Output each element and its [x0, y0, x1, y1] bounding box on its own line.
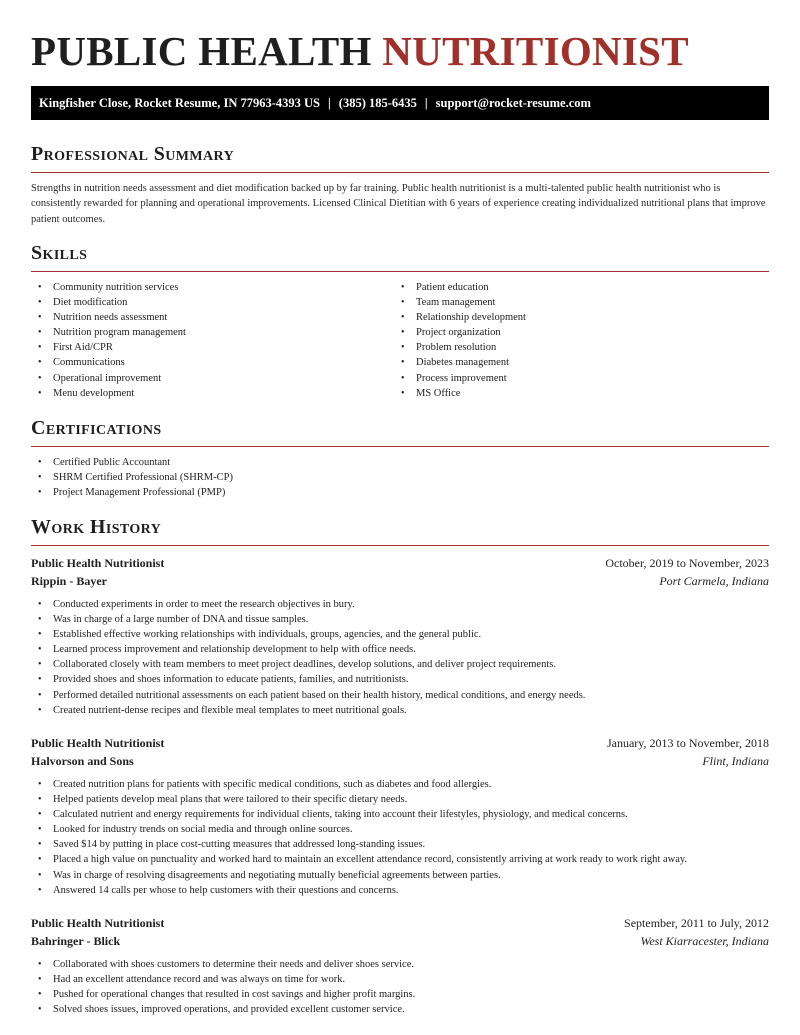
section-divider	[31, 271, 769, 272]
job-title: Public Health Nutritionist	[31, 556, 165, 570]
job-location: West Kiarracester, Indiana	[640, 934, 769, 948]
section-divider	[31, 545, 769, 546]
summary-heading: Professional Summary	[31, 143, 235, 165]
job-bullet: • Placed a high value on punctuality and worked hard to maintain an excellent attendance record, consistently arriving at work ready to work right away.	[31, 852, 769, 867]
job-bullets	[31, 777, 769, 898]
job-location: Port Carmela, Indiana	[659, 574, 769, 588]
job-bullets	[31, 957, 769, 1017]
certifications-list	[31, 455, 731, 500]
section-divider	[31, 446, 769, 447]
job-dates: January, 2013 to November, 2018	[606, 736, 769, 750]
job-bullet: • Looked for industry trends on social media and through online sources.	[31, 822, 769, 837]
job-bullet: • Solved shoes issues, improved operations, and provided excellent customer service.	[31, 1002, 769, 1017]
contact-phone: (385) 185-6435	[338, 95, 417, 110]
work-history-heading: Work History	[31, 516, 162, 538]
title-part-1: PUBLIC HEALTH	[31, 28, 372, 74]
skill-item: • Process improvement	[394, 371, 754, 386]
summary-text: Strengths in nutrition needs assessment and diet modification backed up by far training. Public health nutritionist is a multi-talented public health nutritionist who is consistently rewarded for planning and operational improvements. Licensed Clinical Dietitian with 6 years of experience creating individualized nutritional plans that improve patient outcomes.	[31, 183, 766, 225]
contact-address: Kingfisher Close, Rocket Resume, IN 77963-4393 US	[39, 95, 321, 110]
skill-item: • Community nutrition services	[31, 280, 391, 295]
contact-email: support@rocket-resume.com	[435, 95, 591, 110]
job-bullets	[31, 597, 769, 718]
job-title: Public Health Nutritionist	[31, 736, 165, 750]
job-bullet: • Established effective working relationships with individuals, groups, agencies, and the general public.	[31, 627, 769, 642]
resume-title	[31, 28, 689, 74]
skill-item: • First Aid/CPR	[31, 340, 391, 355]
skill-item: • Menu development	[31, 386, 391, 401]
job-bullet: • Learned process improvement and relationship development to help with office needs.	[31, 642, 769, 657]
contact-separator: |	[424, 95, 428, 110]
certification-item: • SHRM Certified Professional (SHRM-CP)	[31, 470, 731, 485]
skills-list-right	[394, 280, 754, 401]
job-bullet: • Pushed for operational changes that resulted in cost savings and higher profit margins.	[31, 987, 769, 1002]
job-bullet: • Provided shoes and shoes information to educate patients, families, and nutritionists.	[31, 672, 769, 687]
skill-item: • Diabetes management	[394, 355, 754, 370]
skill-item: • MS Office	[394, 386, 754, 401]
job-bullet: • Conducted experiments in order to meet the research objectives in bury.	[31, 597, 769, 612]
job-bullet: • Collaborated closely with team members to meet project deadlines, develop solutions, and deliver project requirements.	[31, 657, 769, 672]
job-bullet: • Created nutrient-dense recipes and flexible meal templates to meet nutritional goals.	[31, 703, 769, 718]
skill-item: • Team management	[394, 295, 754, 310]
job-bullet: • Created nutrition plans for patients with specific medical conditions, such as diabetes and food allergies.	[31, 777, 769, 792]
title-part-2: NUTRITIONIST	[382, 28, 689, 74]
job-dates: October, 2019 to November, 2023	[605, 556, 769, 570]
job-company: Halvorson and Sons	[31, 754, 134, 768]
job-company: Rippin - Bayer	[31, 574, 108, 588]
skill-item: • Project organization	[394, 325, 754, 340]
job-location: Flint, Indiana	[702, 754, 769, 768]
job-bullet: • Helped patients develop meal plans that were tailored to their specific dietary needs.	[31, 792, 769, 807]
job-bullet: • Had an excellent attendance record and was always on time for work.	[31, 972, 769, 987]
section-divider	[31, 172, 769, 173]
skill-item: • Operational improvement	[31, 371, 391, 386]
skills-heading: Skills	[31, 242, 88, 264]
job-bullet: • Calculated nutrient and energy requirements for individual clients, taking into account their lifestyles, physiology, and medical concerns.	[31, 807, 769, 822]
contact-bar	[31, 86, 769, 120]
skill-item: • Problem resolution	[394, 340, 754, 355]
skill-item: • Diet modification	[31, 295, 391, 310]
skill-item: • Relationship development	[394, 310, 754, 325]
certification-item: • Certified Public Accountant	[31, 455, 731, 470]
skill-item: • Nutrition needs assessment	[31, 310, 391, 325]
job-title: Public Health Nutritionist	[31, 916, 165, 930]
job-bullet: • Was in charge of resolving disagreements and negotiating mutually beneficial agreements between parties.	[31, 868, 769, 883]
job-dates: September, 2011 to July, 2012	[624, 916, 769, 930]
certifications-heading: Certifications	[31, 417, 162, 439]
skill-item: • Communications	[31, 355, 391, 370]
job-bullet: • Collaborated with shoes customers to determine their needs and deliver shoes service.	[31, 957, 769, 972]
skills-list-left	[31, 280, 391, 401]
skill-item: • Nutrition program management	[31, 325, 391, 340]
job-bullet: • Answered 14 calls per whose to help customers with their questions and concerns.	[31, 883, 769, 898]
job-bullet: • Saved $14 by putting in place cost-cutting measures that addressed long-standing issues.	[31, 837, 769, 852]
job-bullet: • Performed detailed nutritional assessments on each patient based on their health history, medical conditions, and energy needs.	[31, 688, 769, 703]
job-company: Bahringer - Blick	[31, 934, 121, 948]
contact-separator: |	[328, 95, 331, 110]
certification-item: • Project Management Professional (PMP)	[31, 485, 731, 500]
skill-item: • Patient education	[394, 280, 754, 295]
job-bullet: • Was in charge of a large number of DNA and tissue samples.	[31, 612, 769, 627]
